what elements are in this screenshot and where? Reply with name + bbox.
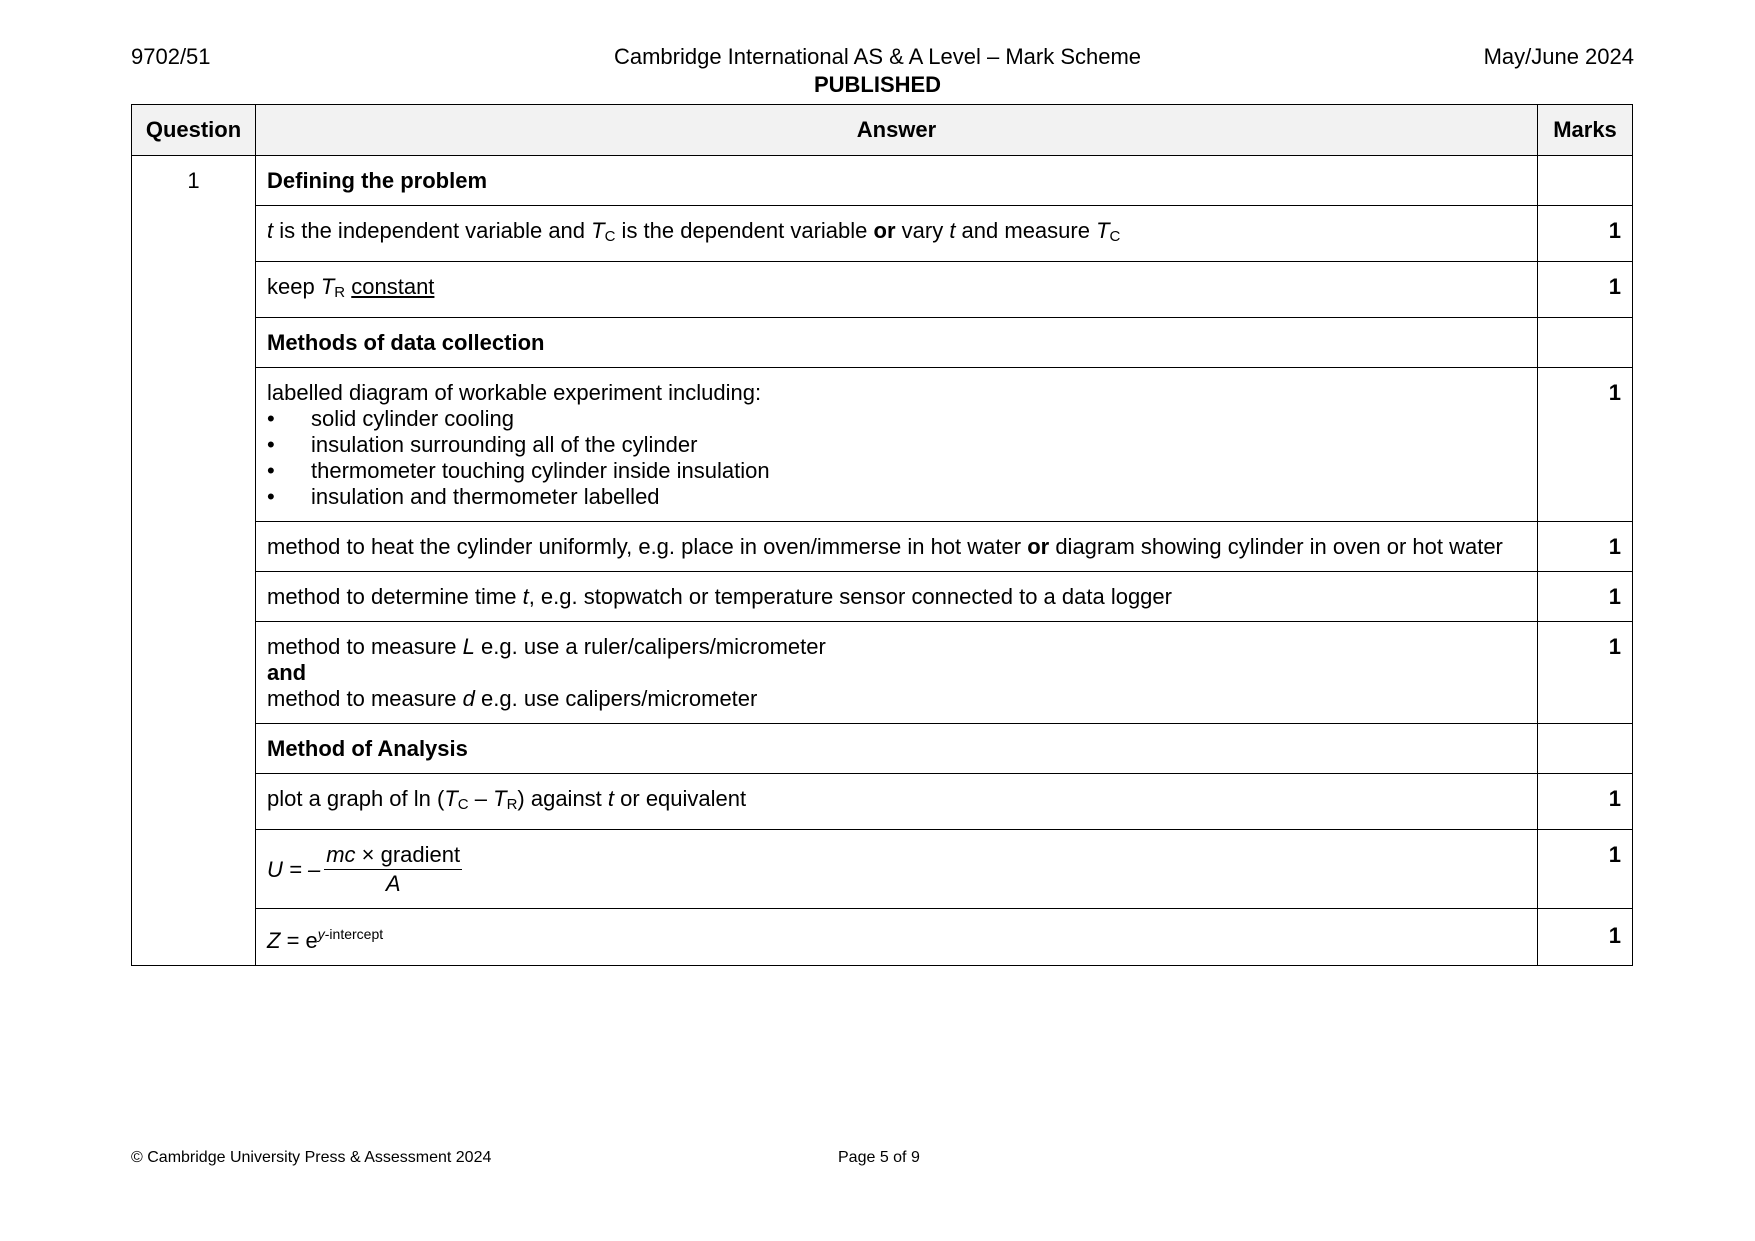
copyright-notice: © Cambridge University Press & Assessment 2024 bbox=[131, 1149, 492, 1166]
table-row bbox=[132, 909, 1633, 966]
answer-cell bbox=[256, 622, 1538, 724]
table-row bbox=[132, 368, 1633, 522]
answer-text: T bbox=[591, 218, 605, 243]
answer-text: method to heat the cylinder uniformly, e.g. place in oven/immerse in hot water bbox=[267, 534, 1028, 559]
answer-text: Z bbox=[267, 928, 281, 953]
answer-text: T bbox=[444, 786, 458, 811]
table-row bbox=[132, 830, 1633, 909]
answer-text: ) against bbox=[517, 786, 608, 811]
section-heading: Method of Analysis bbox=[256, 724, 1538, 774]
table-row bbox=[132, 572, 1633, 622]
table-row bbox=[132, 774, 1633, 830]
answer-text: method to determine time bbox=[267, 584, 523, 609]
answer-text: vary bbox=[895, 218, 950, 243]
superscript-text: -intercept bbox=[324, 926, 384, 942]
section-row bbox=[132, 724, 1633, 774]
mark-value: 1 bbox=[1538, 368, 1633, 522]
answer-text: and measure bbox=[955, 218, 1097, 243]
answer-text: t bbox=[949, 218, 956, 243]
fraction-numerator bbox=[324, 842, 462, 870]
paper-code: 9702/51 bbox=[131, 44, 211, 69]
mark-value: 1 bbox=[1538, 262, 1633, 318]
equation-term: mc bbox=[326, 842, 356, 867]
answer-text: constant bbox=[351, 274, 435, 299]
section-heading: Defining the problem bbox=[256, 156, 1538, 206]
answer-text: t bbox=[267, 218, 274, 243]
mark-value: 1 bbox=[1538, 622, 1633, 724]
table-row bbox=[132, 622, 1633, 724]
answer-text: t bbox=[607, 786, 615, 811]
answer-text: method to measure bbox=[267, 686, 463, 711]
mark-value: 1 bbox=[1538, 206, 1633, 262]
answer-text: diagram showing cylinder in oven or hot water bbox=[1049, 534, 1503, 559]
answer-text: T bbox=[493, 786, 507, 811]
answer-text: e.g. use a ruler/calipers/micrometer bbox=[474, 634, 826, 659]
answer-text: , e.g. stopwatch or temperature sensor connected to a data logger bbox=[528, 584, 1172, 609]
answer-cell bbox=[256, 774, 1538, 830]
section-row bbox=[132, 318, 1633, 368]
answer-text: d bbox=[462, 686, 475, 711]
list-item: • insulation surrounding all of the cylinder bbox=[267, 432, 1527, 458]
mark-value: 1 bbox=[1538, 774, 1633, 830]
question-header: Question bbox=[132, 105, 256, 156]
subscript: R bbox=[334, 284, 346, 301]
answer-cell bbox=[256, 572, 1538, 622]
superscript-text: y bbox=[317, 926, 325, 942]
mark-value: 1 bbox=[1538, 909, 1633, 966]
answer-cell bbox=[256, 262, 1538, 318]
answer-text: and bbox=[267, 660, 307, 685]
subscript: R bbox=[506, 796, 518, 813]
bullet-list bbox=[267, 406, 1527, 510]
list-item: • insulation and thermometer labelled bbox=[267, 484, 1527, 510]
list-item: • solid cylinder cooling bbox=[267, 406, 1527, 432]
answer-text: is the dependent variable bbox=[615, 218, 874, 243]
answer-cell bbox=[256, 206, 1538, 262]
section-heading: Methods of data collection bbox=[256, 318, 1538, 368]
marks-cell-empty bbox=[1538, 156, 1633, 206]
table-row bbox=[132, 262, 1633, 318]
section-row bbox=[132, 156, 1633, 206]
answer-line bbox=[267, 686, 1527, 712]
answer-text: e.g. use calipers/micrometer bbox=[474, 686, 758, 711]
equation-term: × bbox=[355, 842, 381, 867]
fraction bbox=[324, 842, 462, 898]
question-number: 1 bbox=[132, 156, 256, 966]
answer-cell bbox=[256, 522, 1538, 572]
mark-value: 1 bbox=[1538, 572, 1633, 622]
published-label: PUBLISHED bbox=[813, 72, 942, 97]
page-number: Page 5 of 9 bbox=[838, 1149, 920, 1166]
answer-text: = e bbox=[280, 928, 318, 953]
exam-session: May/June 2024 bbox=[1483, 44, 1634, 69]
mark-scheme-table bbox=[131, 104, 1633, 966]
list-item: • thermometer touching cylinder inside insulation bbox=[267, 458, 1527, 484]
equation-term: gradient bbox=[380, 842, 461, 867]
table-header-row bbox=[132, 105, 1633, 156]
answer-text: T bbox=[320, 274, 335, 299]
table-row bbox=[132, 206, 1633, 262]
answer-text: – bbox=[468, 786, 494, 811]
document-title: Cambridge International AS & A Level – Mark Scheme bbox=[613, 44, 1142, 69]
answer-text: or bbox=[873, 218, 896, 243]
marks-cell-empty bbox=[1538, 318, 1633, 368]
answer-text: is the independent variable and bbox=[273, 218, 592, 243]
answer-text: t bbox=[522, 584, 529, 609]
answer-cell bbox=[256, 368, 1538, 522]
answer-cell bbox=[256, 830, 1538, 909]
marks-cell-empty bbox=[1538, 724, 1633, 774]
subscript: C bbox=[457, 796, 469, 813]
marks-header: Marks bbox=[1538, 105, 1633, 156]
mark-value: 1 bbox=[1538, 830, 1633, 909]
superscript bbox=[318, 926, 383, 942]
answer-text: L bbox=[462, 634, 475, 659]
answer-text: plot a graph of ln ( bbox=[267, 786, 445, 811]
answer-line bbox=[267, 634, 1527, 660]
answer-text: or bbox=[1027, 534, 1050, 559]
answer-text: keep bbox=[267, 274, 321, 299]
subscript: C bbox=[1109, 228, 1121, 245]
equation bbox=[267, 842, 462, 898]
fraction-denominator: A bbox=[385, 871, 401, 896]
answer-text: method to measure bbox=[267, 634, 463, 659]
answer-cell bbox=[256, 909, 1538, 966]
subscript: C bbox=[604, 228, 616, 245]
answer-header: Answer bbox=[256, 105, 1538, 156]
answer-text: labelled diagram of workable experiment including: bbox=[267, 380, 762, 405]
answer-text: T bbox=[1096, 218, 1110, 243]
answer-text: or equivalent bbox=[614, 786, 747, 811]
equation-lhs: U = – bbox=[267, 857, 321, 882]
table-row bbox=[132, 522, 1633, 572]
mark-value: 1 bbox=[1538, 522, 1633, 572]
